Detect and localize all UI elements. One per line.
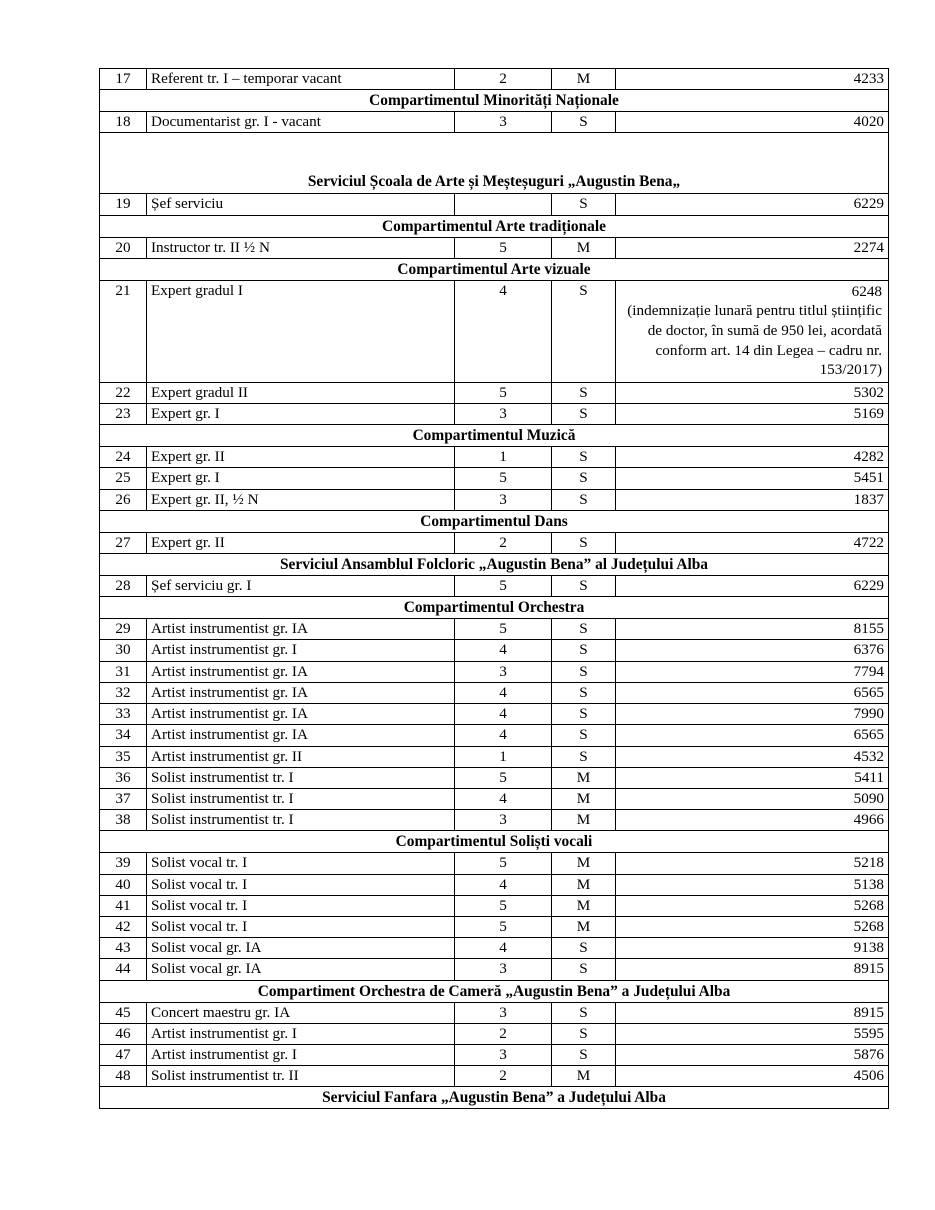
table-row [100,916,889,937]
section-header-row [100,425,889,447]
row-number-cell: 20 [100,237,147,258]
position-name-cell: Șef serviciu [147,194,455,215]
studies-level-cell: S [552,1002,616,1023]
row-number-cell: 32 [100,682,147,703]
position-name-cell: Expert gr. I [147,468,455,489]
position-name-cell: Artist instrumentist gr. IA [147,704,455,725]
salary-cell: 6565 [616,682,889,703]
salary-cell: 4506 [616,1066,889,1087]
section-header-title: Compartimentul Soliști vocali [100,831,889,853]
gradation-cell: 1 [455,746,552,767]
salary-cell: 5451 [616,468,889,489]
studies-level-cell: S [552,112,616,133]
studies-level-cell: M [552,69,616,90]
section-header-row [100,215,889,237]
row-number-cell: 31 [100,661,147,682]
row-number-cell: 37 [100,788,147,809]
row-number-cell: 36 [100,767,147,788]
salary-cell: 8915 [616,1002,889,1023]
table-row [100,788,889,809]
salary-cell: 4966 [616,810,889,831]
table-row [100,810,889,831]
table-row [100,704,889,725]
row-number-cell: 40 [100,874,147,895]
row-number-cell: 35 [100,746,147,767]
row-number-cell: 28 [100,576,147,597]
salary-cell: 4532 [616,746,889,767]
gradation-cell: 3 [455,661,552,682]
studies-level-cell: M [552,788,616,809]
position-name-cell: Artist instrumentist gr. IA [147,619,455,640]
row-number-cell: 47 [100,1044,147,1065]
gradation-cell: 3 [455,489,552,510]
table-row [100,682,889,703]
section-header-row [100,90,889,112]
position-name-cell: Artist instrumentist gr. I [147,640,455,661]
position-name-cell: Artist instrumentist gr. IA [147,661,455,682]
section-header-row [100,510,889,532]
salary-cell: 8915 [616,959,889,980]
studies-level-cell: S [552,382,616,403]
salary-cell: 7794 [616,661,889,682]
studies-level-cell: S [552,447,616,468]
salary-cell: 8155 [616,619,889,640]
table-row [100,746,889,767]
salary-cell: 5218 [616,853,889,874]
position-name-cell: Solist vocal tr. I [147,853,455,874]
studies-level-cell: S [552,682,616,703]
gradation-cell: 2 [455,1023,552,1044]
studies-level-cell: S [552,489,616,510]
table-row [100,619,889,640]
salary-cell: 7990 [616,704,889,725]
staffing-table [99,68,889,1109]
row-number-cell: 33 [100,704,147,725]
gradation-cell: 5 [455,237,552,258]
table-row [100,853,889,874]
position-name-cell: Expert gr. I [147,404,455,425]
section-header-row [100,258,889,280]
table-row [100,576,889,597]
salary-amount: 6248 [851,282,882,300]
table-row [100,447,889,468]
salary-cell: 6376 [616,640,889,661]
gradation-cell: 5 [455,468,552,489]
row-number-cell: 46 [100,1023,147,1044]
row-number-cell: 41 [100,895,147,916]
studies-level-cell: S [552,619,616,640]
studies-level-cell: S [552,576,616,597]
position-name-cell: Artist instrumentist gr. I [147,1044,455,1065]
gradation-cell: 2 [455,69,552,90]
table-row [100,194,889,215]
table-row [100,640,889,661]
position-name-cell: Solist vocal gr. IA [147,959,455,980]
salary-cell: 6565 [616,725,889,746]
row-number-cell: 42 [100,916,147,937]
studies-level-cell: M [552,810,616,831]
table-row [100,661,889,682]
gradation-cell: 3 [455,810,552,831]
section-header-row [100,1087,889,1109]
section-header-title: Compartimentul Arte vizuale [100,258,889,280]
table-row [100,895,889,916]
row-number-cell: 39 [100,853,147,874]
studies-level-cell: S [552,959,616,980]
studies-level-cell: S [552,704,616,725]
position-name-cell: Expert gradul I [147,280,455,382]
position-name-cell: Expert gr. II [147,532,455,553]
section-header-title: Serviciul Ansamblul Folcloric „Augustin Bena” al Județului Alba [100,554,889,576]
position-name-cell: Solist instrumentist tr. I [147,788,455,809]
position-name-cell: Solist vocal tr. I [147,895,455,916]
gradation-cell: 4 [455,938,552,959]
row-number-cell: 26 [100,489,147,510]
row-number-cell: 25 [100,468,147,489]
salary-cell-with-note [616,280,889,382]
studies-level-cell: S [552,1044,616,1065]
position-name-cell: Artist instrumentist gr. I [147,1023,455,1044]
position-name-cell: Solist vocal tr. I [147,916,455,937]
salary-cell: 5268 [616,916,889,937]
gradation-cell: 3 [455,404,552,425]
row-number-cell: 30 [100,640,147,661]
studies-level-cell: S [552,280,616,382]
studies-level-cell: M [552,237,616,258]
gradation-cell: 2 [455,532,552,553]
salary-cell: 5876 [616,1044,889,1065]
table-row [100,874,889,895]
row-number-cell: 22 [100,382,147,403]
gradation-cell: 4 [455,704,552,725]
gradation-cell: 5 [455,619,552,640]
section-header-title: Compartimentul Orchestra [100,597,889,619]
position-name-cell: Documentarist gr. I - vacant [147,112,455,133]
gradation-cell: 5 [455,382,552,403]
studies-level-cell: S [552,468,616,489]
salary-cell: 5268 [616,895,889,916]
studies-level-cell: M [552,767,616,788]
table-row [100,959,889,980]
table-row [100,1002,889,1023]
salary-cell: 9138 [616,938,889,959]
position-name-cell: Solist instrumentist tr. I [147,810,455,831]
table-row [100,237,889,258]
section-header-title: Compartimentul Minorități Naționale [100,90,889,112]
table-row [100,112,889,133]
position-name-cell: Referent tr. I – temporar vacant [147,69,455,90]
section-header-title: Compartiment Orchestra de Cameră „Augustin Bena” a Județului Alba [100,980,889,1002]
studies-level-cell: S [552,746,616,767]
studies-level-cell: S [552,532,616,553]
position-name-cell: Expert gr. II [147,447,455,468]
section-header-title: Serviciul Fanfara „Augustin Bena” a Județului Alba [100,1087,889,1109]
row-number-cell: 21 [100,280,147,382]
studies-level-cell: M [552,895,616,916]
row-number-cell: 48 [100,1066,147,1087]
row-number-cell: 24 [100,447,147,468]
gradation-cell: 2 [455,1066,552,1087]
table-row [100,468,889,489]
studies-level-cell: S [552,661,616,682]
studies-level-cell: S [552,194,616,215]
staffing-table-body [100,69,889,1109]
row-number-cell: 29 [100,619,147,640]
salary-cell: 4233 [616,69,889,90]
row-number-cell: 45 [100,1002,147,1023]
row-number-cell: 23 [100,404,147,425]
section-header-title: Compartimentul Dans [100,510,889,532]
row-number-cell: 44 [100,959,147,980]
row-number-cell: 43 [100,938,147,959]
gradation-cell: 4 [455,788,552,809]
section-header-row [100,980,889,1002]
salary-cell: 1837 [616,489,889,510]
table-row [100,767,889,788]
salary-cell: 4722 [616,532,889,553]
table-row [100,725,889,746]
staffing-table-container [99,68,888,1109]
studies-level-cell: M [552,1066,616,1087]
gradation-cell: 4 [455,874,552,895]
gradation-cell: 5 [455,767,552,788]
gradation-cell: 1 [455,447,552,468]
gradation-cell: 3 [455,959,552,980]
gradation-cell: 3 [455,1002,552,1023]
row-number-cell: 18 [100,112,147,133]
position-name-cell: Artist instrumentist gr. II [147,746,455,767]
salary-footnote: (indemnizație lunară pentru titlul științific de doctor, în sumă de 950 lei, acordată conform art. 14 din Legea – cadru nr. 153/2017) [627,302,882,379]
gradation-cell: 4 [455,682,552,703]
studies-level-cell: S [552,938,616,959]
table-row [100,382,889,403]
table-row [100,1066,889,1087]
salary-cell: 5169 [616,404,889,425]
salary-cell: 5090 [616,788,889,809]
salary-cell: 5138 [616,874,889,895]
section-header-row [100,554,889,576]
salary-cell: 2274 [616,237,889,258]
position-name-cell: Expert gradul II [147,382,455,403]
gradation-cell: 5 [455,576,552,597]
gradation-cell: 3 [455,112,552,133]
position-name-cell: Solist instrumentist tr. I [147,767,455,788]
salary-cell: 5595 [616,1023,889,1044]
table-row [100,69,889,90]
table-row [100,404,889,425]
row-number-cell: 19 [100,194,147,215]
studies-level-cell: M [552,853,616,874]
salary-cell: 5411 [616,767,889,788]
gradation-cell: 5 [455,895,552,916]
table-row [100,489,889,510]
position-name-cell: Șef serviciu gr. I [147,576,455,597]
studies-level-cell: M [552,916,616,937]
gradation-cell: 5 [455,853,552,874]
salary-cell: 4020 [616,112,889,133]
table-row [100,1044,889,1065]
gradation-cell [455,194,552,215]
salary-cell: 5302 [616,382,889,403]
gradation-cell: 3 [455,1044,552,1065]
section-header-row [100,597,889,619]
table-row [100,938,889,959]
section-header-title: Compartimentul Arte tradiționale [100,215,889,237]
studies-level-cell: S [552,404,616,425]
studies-level-cell: S [552,1023,616,1044]
row-number-cell: 17 [100,69,147,90]
row-number-cell: 27 [100,532,147,553]
gradation-cell: 5 [455,916,552,937]
position-name-cell: Solist instrumentist tr. II [147,1066,455,1087]
position-name-cell: Solist vocal tr. I [147,874,455,895]
position-name-cell: Artist instrumentist gr. IA [147,682,455,703]
position-name-cell: Concert maestru gr. IA [147,1002,455,1023]
studies-level-cell: S [552,640,616,661]
gradation-cell: 4 [455,280,552,382]
section-header-title: Compartimentul Muzică [100,425,889,447]
salary-cell: 4282 [616,447,889,468]
position-name-cell: Artist instrumentist gr. IA [147,725,455,746]
section-header-row [100,831,889,853]
position-name-cell: Instructor tr. II ½ N [147,237,455,258]
table-row [100,280,889,382]
gradation-cell: 4 [455,640,552,661]
salary-cell: 6229 [616,576,889,597]
section-header-title: Serviciul Școala de Arte și Meșteșuguri „Augustin Bena„ [100,133,889,194]
table-row [100,532,889,553]
row-number-cell: 34 [100,725,147,746]
studies-level-cell: S [552,725,616,746]
salary-cell: 6229 [616,194,889,215]
section-header-row [100,133,889,194]
position-name-cell: Expert gr. II, ½ N [147,489,455,510]
table-row [100,1023,889,1044]
studies-level-cell: M [552,874,616,895]
position-name-cell: Solist vocal gr. IA [147,938,455,959]
row-number-cell: 38 [100,810,147,831]
gradation-cell: 4 [455,725,552,746]
